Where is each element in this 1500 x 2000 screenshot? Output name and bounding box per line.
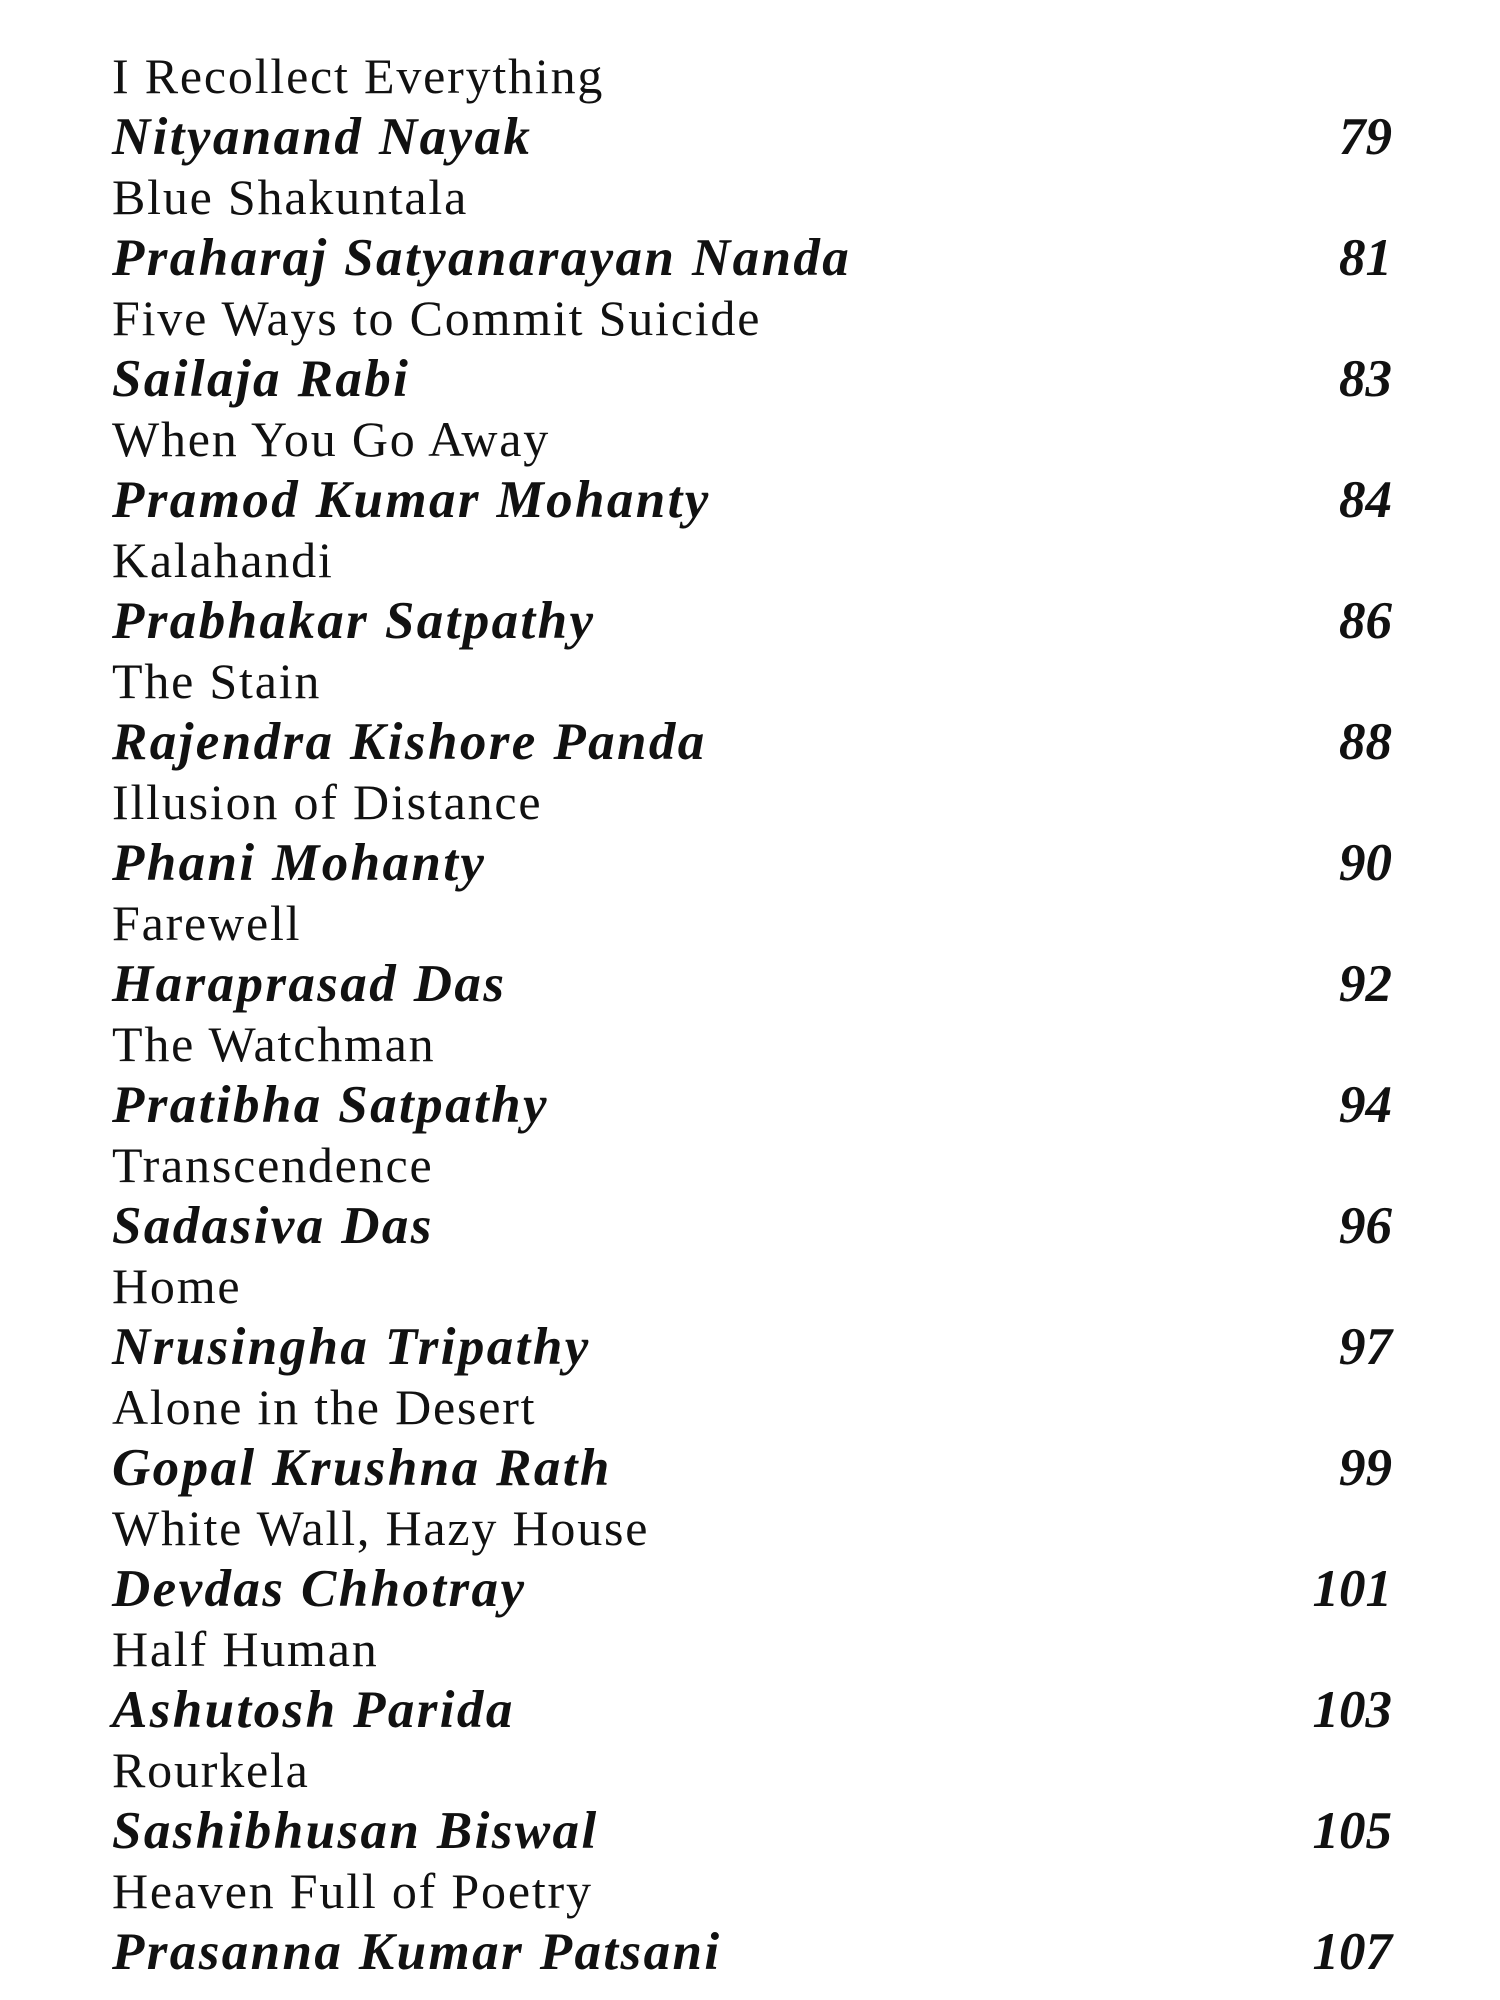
page-number: 81 <box>1339 228 1392 287</box>
toc-entry <box>112 1619 1402 1740</box>
poem-title: Rourkela <box>112 1742 310 1799</box>
toc-entry <box>112 46 1402 167</box>
page-number: 84 <box>1339 470 1392 529</box>
poem-title: Blue Shakuntala <box>112 169 469 226</box>
poem-title: Kalahandi <box>112 532 334 589</box>
toc-entry <box>112 167 1402 288</box>
poet-name: Phani Mohanty <box>112 833 487 892</box>
poet-name: Devdas Chhotray <box>112 1559 527 1618</box>
toc-entry <box>112 530 1402 651</box>
poem-title: Home <box>112 1258 242 1315</box>
toc-entry <box>112 288 1402 409</box>
page-number: 92 <box>1339 954 1392 1013</box>
poem-title: Five Ways to Commit Suicide <box>112 290 762 347</box>
page-number: 107 <box>1312 1922 1392 1981</box>
toc-entry <box>112 772 1402 893</box>
page-number: 105 <box>1312 1801 1392 1860</box>
poet-name: Sadasiva Das <box>112 1196 434 1255</box>
poem-title: The Watchman <box>112 1016 436 1073</box>
poem-title: White Wall, Hazy House <box>112 1500 650 1557</box>
toc-entry <box>112 1014 1402 1135</box>
poet-name: Gopal Krushna Rath <box>112 1438 612 1497</box>
page-number: 79 <box>1339 107 1392 166</box>
toc-entry <box>112 651 1402 772</box>
poet-name: Pratibha Satpathy <box>112 1075 549 1134</box>
poet-name: Nityanand Nayak <box>112 107 533 166</box>
poem-title: Alone in the Desert <box>112 1379 537 1436</box>
poet-name: Prabhakar Satpathy <box>112 591 596 650</box>
toc-entry <box>112 1861 1402 1982</box>
poem-title: Illusion of Distance <box>112 774 543 831</box>
poet-name: Ashutosh Parida <box>112 1680 515 1739</box>
page-number: 101 <box>1312 1559 1392 1618</box>
poem-title: Heaven Full of Poetry <box>112 1863 593 1920</box>
page-number: 94 <box>1339 1075 1392 1134</box>
poem-title: I Recollect Everything <box>112 48 605 105</box>
poem-title: Half Human <box>112 1621 379 1678</box>
toc-entry <box>112 1740 1402 1861</box>
poet-name: Prasanna Kumar Patsani <box>112 1922 722 1981</box>
poet-name: Haraprasad Das <box>112 954 507 1013</box>
toc-entry <box>112 1377 1402 1498</box>
page-number: 97 <box>1339 1317 1392 1376</box>
poet-name: Praharaj Satyanarayan Nanda <box>112 228 852 287</box>
page-number: 96 <box>1339 1196 1392 1255</box>
poet-name: Sailaja Rabi <box>112 349 411 408</box>
page-number: 83 <box>1339 349 1392 408</box>
toc-entry <box>112 893 1402 1014</box>
page-number: 88 <box>1339 712 1392 771</box>
page-number: 99 <box>1339 1438 1392 1497</box>
toc-entry <box>112 409 1402 530</box>
page-number: 86 <box>1339 591 1392 650</box>
toc-entry <box>112 1498 1402 1619</box>
page-number: 103 <box>1312 1680 1392 1739</box>
poet-name: Nrusingha Tripathy <box>112 1317 591 1376</box>
page-number: 90 <box>1339 833 1392 892</box>
table-of-contents <box>112 46 1402 1982</box>
poet-name: Sashibhusan Biswal <box>112 1801 599 1860</box>
toc-entry <box>112 1256 1402 1377</box>
poet-name: Rajendra Kishore Panda <box>112 712 707 771</box>
poem-title: When You Go Away <box>112 411 551 468</box>
poem-title: The Stain <box>112 653 322 710</box>
poet-name: Pramod Kumar Mohanty <box>112 470 711 529</box>
poem-title: Transcendence <box>112 1137 434 1194</box>
toc-entry <box>112 1135 1402 1256</box>
poem-title: Farewell <box>112 895 302 952</box>
